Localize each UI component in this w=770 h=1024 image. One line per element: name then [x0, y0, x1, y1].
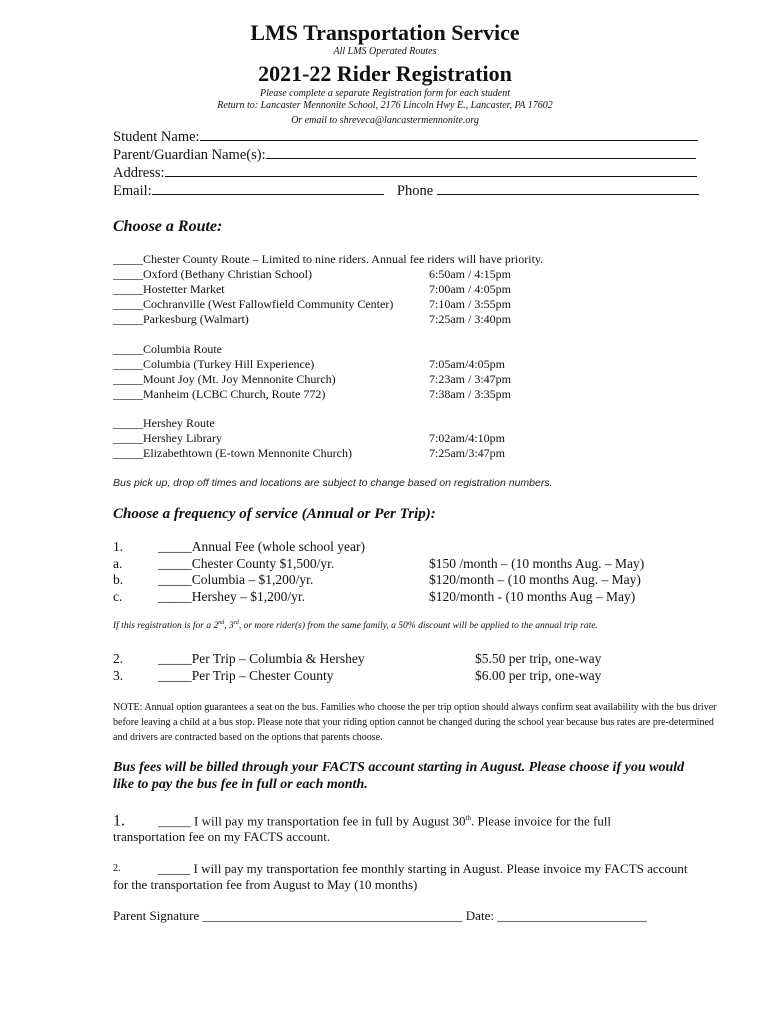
discount-sup2: rd — [233, 620, 239, 626]
route-label: _____Columbia (Turkey Hill Experience) — [113, 357, 315, 371]
address-label: Address: — [113, 165, 165, 181]
discount-note — [113, 620, 598, 631]
frequency-row[interactable] — [113, 668, 713, 685]
frequency-label: _____Per Trip – Columbia & Hershey — [158, 651, 365, 666]
billing-option-1-pre: _____ I will pay my transportation fee in full by August 30 — [158, 813, 466, 829]
frequency-price: $5.50 per trip, one-way — [475, 651, 602, 666]
frequency-label: _____Annual Fee (whole school year) — [158, 539, 365, 554]
frequency-label: _____Columbia – $1,200/yr. — [158, 572, 314, 587]
billing-option-1-post: . Please invoice for the full transportation fee on my FACTS account. — [113, 813, 612, 845]
frequency-heading: Choose a frequency of service (Annual or Per Trip): — [113, 506, 436, 522]
columbia-route-group — [113, 342, 713, 402]
parent-name-row — [113, 145, 696, 164]
frequency-row[interactable] — [113, 556, 713, 573]
return-address: Return to: Lancaster Mennonite School, 2176 Lincoln Hwy E., Lancaster, PA 17602 — [217, 100, 553, 111]
billing-option-1-num: 1. — [113, 812, 125, 830]
frequency-number: 2. — [113, 651, 124, 666]
frequency-label: _____Per Trip – Chester County — [158, 667, 334, 683]
route-time: 7:05am/4:05pm — [429, 357, 505, 371]
frequency-number: b. — [113, 572, 124, 587]
route-time: 7:10am / 3:55pm — [429, 297, 511, 311]
date-line[interactable]: _______________________ — [497, 908, 647, 923]
frequency-price: $150 /month – (10 months Aug. – May) — [429, 555, 645, 571]
email-label: Email: — [113, 183, 152, 199]
route-time: 6:50am / 4:15pm — [429, 267, 511, 281]
student-name-row — [113, 127, 698, 146]
frequency-row[interactable] — [113, 589, 713, 606]
discount-post: , or more rider(s) from the same family, a 50% discount will be applied to the annual trip rate. — [238, 621, 598, 632]
frequency-row[interactable] — [113, 572, 713, 589]
frequency-number: a. — [113, 555, 123, 571]
route-label: _____Elizabethtown (E-town Mennonite Church) — [113, 446, 352, 460]
instruction: Please complete a separate Registration form for each student — [260, 88, 510, 99]
frequency-label: _____Chester County $1,500/yr. — [158, 555, 335, 571]
per-trip-options — [113, 651, 713, 684]
route-time: 7:23am / 3:47pm — [429, 372, 511, 386]
route-label: _____Manheim (LCBC Church, Route 772) — [113, 387, 326, 401]
discount-pre: If this registration is for a 2 — [113, 621, 219, 632]
route-row[interactable] — [113, 416, 713, 431]
route-time: 7:00am / 4:05pm — [429, 282, 511, 296]
parent-name-line[interactable] — [266, 145, 696, 159]
annual-options — [113, 539, 713, 605]
route-label: _____Columbia Route — [113, 342, 222, 356]
form-title: 2021-22 Rider Registration — [258, 61, 512, 86]
subtitle: All LMS Operated Routes — [333, 46, 437, 57]
route-change-note: Bus pick up, drop off times and locations are subject to change based on registration numbers. — [113, 477, 553, 489]
discount-sup1: nd — [218, 620, 225, 626]
billing-heading: Bus fees will be billed through your FACTS account starting in August. Please choose if you would like to pay the bus fee in full or each month. — [113, 760, 685, 792]
option-note: NOTE: Annual option guarantees a seat on the bus. Families who choose the per trip option should always confirm seat availability with the bus driver before leaving a child at a bus stop. Please note that your riding option cannot be changed during the school year because bus rates are pre-determined and drivers are contracted based on the options that parents choose. — [113, 702, 717, 743]
route-label: _____Chester County Route – Limited to nine riders. Annual fee riders will have priority. — [113, 252, 544, 266]
route-label: _____Oxford (Bethany Christian School) — [113, 267, 312, 281]
date-label: Date: — [465, 908, 494, 923]
address-row — [113, 163, 697, 182]
route-time: 7:25am/3:47pm — [429, 446, 505, 460]
route-time: 7:38am / 3:35pm — [429, 387, 511, 401]
parent-name-label: Parent/Guardian Name(s): — [113, 147, 266, 163]
route-row[interactable] — [113, 431, 713, 446]
frequency-price: $120/month – (10 months Aug. – May) — [429, 572, 641, 587]
parent-signature-line[interactable]: ________________________________________ — [202, 908, 463, 923]
phone-line[interactable] — [437, 181, 699, 195]
route-heading: Choose a Route: — [113, 218, 223, 235]
route-label: _____Parkesburg (Walmart) — [113, 312, 249, 326]
route-row[interactable] — [113, 267, 713, 282]
email-line[interactable] — [152, 181, 384, 195]
route-row[interactable] — [113, 312, 713, 327]
route-row[interactable] — [113, 387, 713, 402]
billing-option-1-sup: th — [465, 814, 471, 822]
route-row[interactable] — [113, 252, 713, 267]
student-name-line[interactable] — [200, 127, 698, 141]
route-label: _____Hershey Library — [113, 431, 222, 445]
billing-option-2-text: _____ I will pay my transportation fee monthly starting in August. Please invoice my FACTS account for the transportation fee from August to May (10 months) — [113, 861, 688, 892]
route-label: _____Cochranville (West Fallowfield Community Center) — [113, 297, 394, 311]
billing-option-1[interactable] — [113, 810, 673, 845]
route-row[interactable] — [113, 282, 713, 297]
email-instruction: Or email to shreveca@lancastermennonite.org — [291, 115, 479, 126]
phone-label: Phone — [396, 183, 434, 199]
frequency-row[interactable] — [113, 651, 713, 668]
frequency-label: _____Hershey – $1,200/yr. — [158, 588, 305, 604]
route-row[interactable] — [113, 342, 713, 357]
parent-signature-label: Parent Signature — [113, 908, 200, 923]
route-row[interactable] — [113, 372, 713, 387]
frequency-price: $120/month - (10 months Aug – May) — [429, 588, 636, 604]
billing-option-2-num: 2. — [113, 863, 121, 874]
route-time: 7:02am/4:10pm — [429, 431, 505, 445]
student-name-label: Student Name: — [113, 129, 200, 145]
frequency-number: 3. — [113, 667, 124, 683]
route-time: 7:25am / 3:40pm — [429, 312, 511, 326]
billing-option-2[interactable] — [113, 861, 693, 893]
route-row[interactable] — [113, 357, 713, 372]
address-line[interactable] — [165, 163, 697, 177]
route-label: _____Hershey Route — [113, 416, 215, 430]
email-row — [113, 181, 699, 200]
route-row[interactable] — [113, 446, 713, 461]
route-row[interactable] — [113, 297, 713, 312]
frequency-number: c. — [113, 588, 123, 604]
chester-route-group — [113, 252, 713, 327]
route-label: _____Mount Joy (Mt. Joy Mennonite Church) — [113, 372, 336, 386]
route-label: _____Hostetter Market — [113, 282, 225, 296]
signature-row — [113, 908, 647, 924]
frequency-number: 1. — [113, 539, 124, 554]
frequency-price: $6.00 per trip, one-way — [475, 667, 602, 683]
page-title: LMS Transportation Service — [250, 20, 520, 45]
discount-mid: , 3 — [224, 621, 234, 632]
frequency-row[interactable] — [113, 539, 713, 556]
hershey-route-group — [113, 416, 713, 461]
